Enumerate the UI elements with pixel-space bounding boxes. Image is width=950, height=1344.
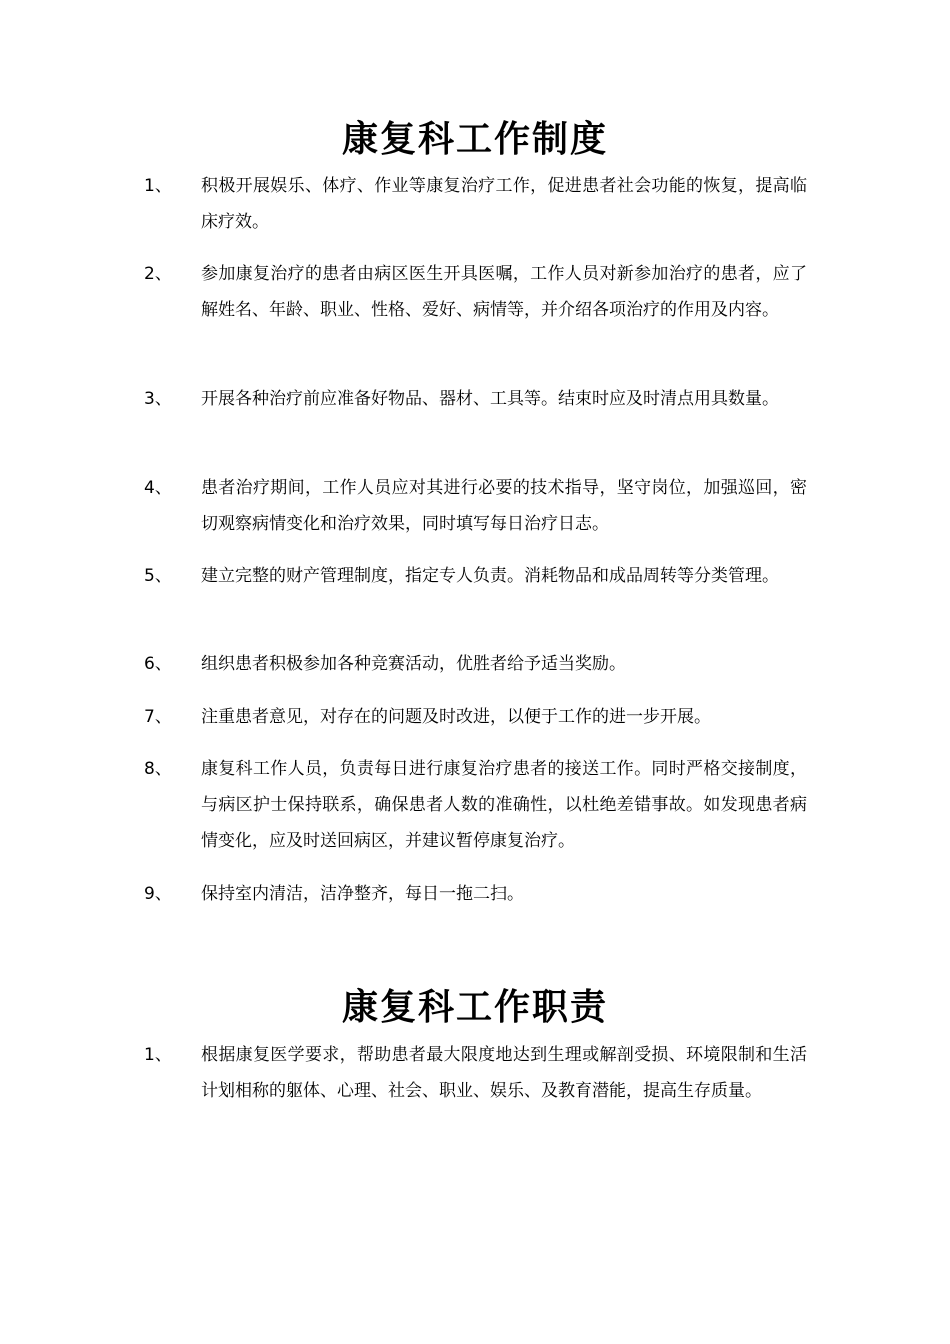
item-number: 3、 bbox=[144, 389, 172, 409]
item-number: 9、 bbox=[144, 884, 172, 904]
section-title-work-duties: 康复科工作职责 bbox=[341, 987, 608, 1028]
item-number: 5、 bbox=[144, 566, 172, 586]
item-text: 建立完整的财产管理制度，指定专人负责。消耗物品和成品周转等分类管理。 bbox=[201, 566, 779, 586]
item-number: 8、 bbox=[144, 759, 172, 779]
item-number: 6、 bbox=[144, 654, 172, 674]
item-text: 参加康复治疗的患者由病区医生开具医嘱，工作人员对新参加治疗的患者，应了解姓名、年龄、职业、性格、爱好、病情等，并介绍各项治疗的作用及内容。 bbox=[201, 264, 807, 320]
item-text: 注重患者意见，对存在的问题及时改进，以便于工作的进一步开展。 bbox=[201, 707, 711, 727]
item-number: 2、 bbox=[144, 264, 172, 284]
item-text: 积极开展娱乐、体疗、作业等康复治疗工作，促进患者社会功能的恢复，提高临床疗效。 bbox=[201, 176, 807, 232]
item-number: 4、 bbox=[144, 478, 172, 498]
item-text: 患者治疗期间，工作人员应对其进行必要的技术指导，坚守岗位，加强巡回，密切观察病情变化和治疗效果，同时填写每日治疗日志。 bbox=[201, 478, 807, 534]
item-text: 康复科工作人员，负责每日进行康复治疗患者的接送工作。同时严格交接制度，与病区护士保持联系，确保患者人数的准确性，以杜绝差错事故。如发现患者病情变化，应及时送回病区，并建议暂停康复治疗。 bbox=[201, 759, 807, 851]
item-number: 1、 bbox=[144, 1045, 172, 1065]
item-text: 根据康复医学要求，帮助患者最大限度地达到生理或解剖受损、环境限制和生活计划相称的躯体、心理、社会、职业、娱乐、及教育潜能，提高生存质量。 bbox=[201, 1045, 807, 1101]
item-number: 7、 bbox=[144, 707, 172, 727]
item-text: 保持室内清洁，洁净整齐，每日一拖二扫。 bbox=[201, 884, 524, 904]
item-number: 1、 bbox=[144, 176, 172, 196]
item-text: 组织患者积极参加各种竞赛活动，优胜者给予适当奖励。 bbox=[201, 654, 626, 674]
section-title-work-rules: 康复科工作制度 bbox=[341, 119, 608, 160]
item-text: 开展各种治疗前应准备好物品、器材、工具等。结束时应及时清点用具数量。 bbox=[201, 389, 779, 409]
